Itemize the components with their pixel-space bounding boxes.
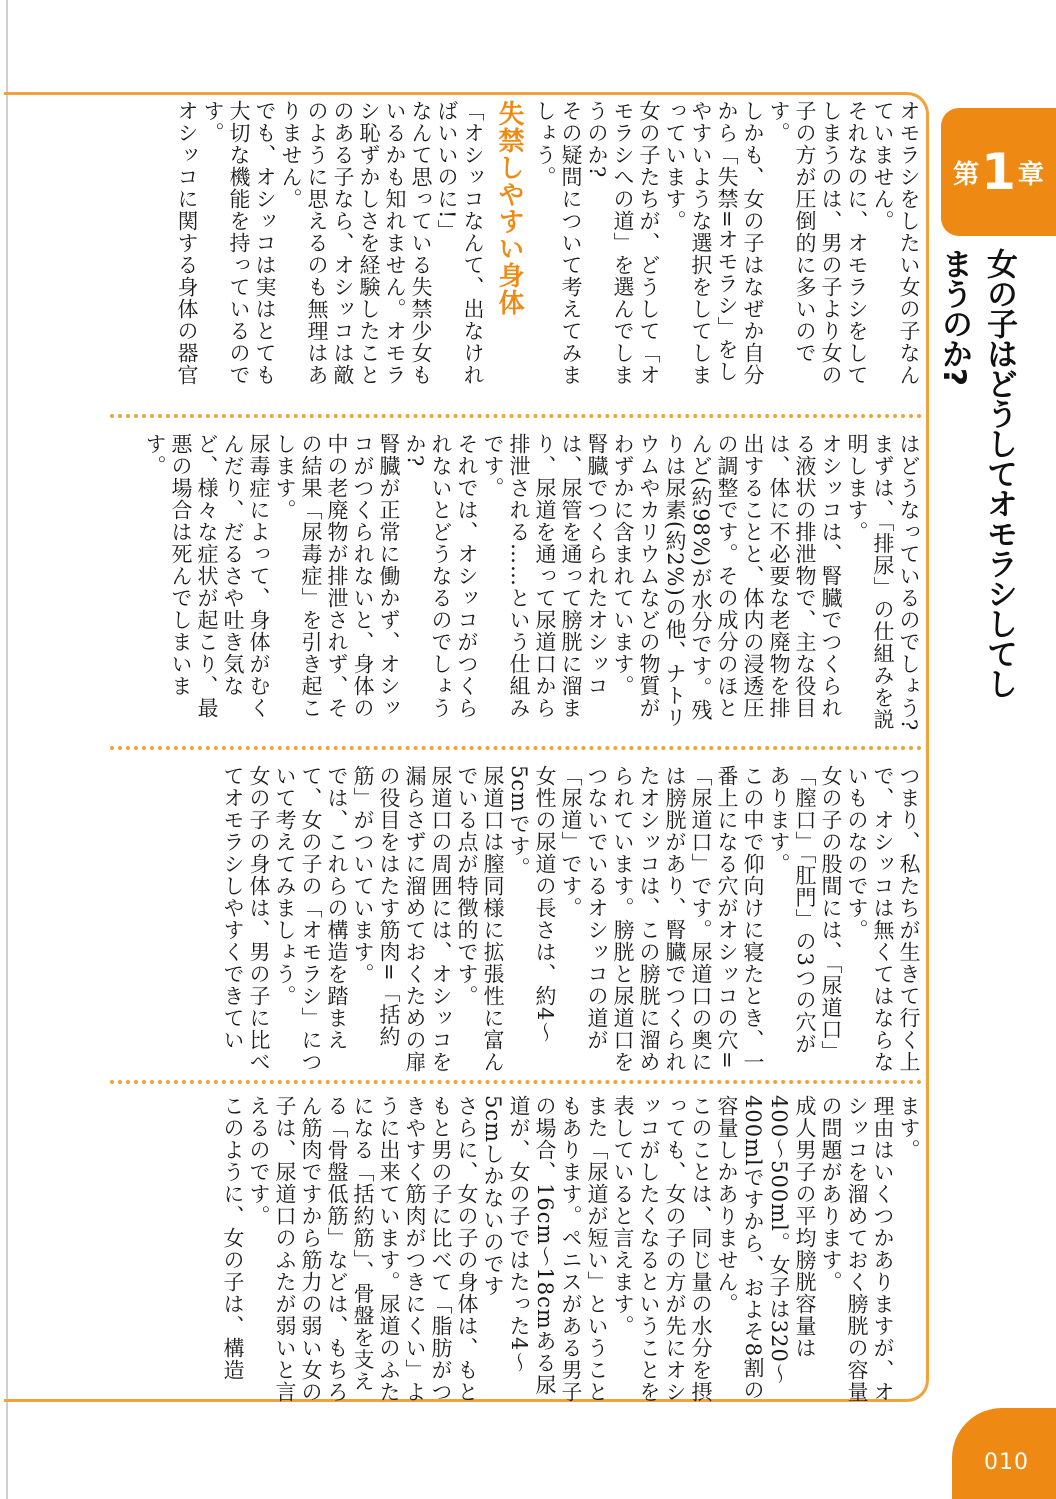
- paragraph: 腎臓でつくられたオシッコは、尿管を通って膀胱に溜まり、尿道を通って尿道口から排泄される……という仕組みです。: [481, 433, 609, 719]
- paragraph: はどうなっているのでしょう?: [897, 433, 921, 732]
- paragraph: それなのに、オモラシをしてしまうのは、男の子より女の子の方が圧倒的に多いのです。: [767, 100, 869, 386]
- paragraph: なんて思っている失禁少女もいるかも知れません。オモラシ恥ずかしさを経験したことのある子なら、オシッコは敵のように思えるのも無理はありません。: [279, 100, 433, 386]
- paragraph: 理由はいくつかありますが、オシッコを溜めておく膀胱の容量の問題があります。: [819, 1095, 895, 1403]
- paragraph: それでは、オシッコがつくられないとどうなるのでしょうか?: [403, 433, 479, 719]
- paragraph: オシッコは、腎臓でつくられる液状の排泄物で、主な役目は、体に不必要な老廃物を排出することと、体内の浸透圧の調整です。その成分のほとんど(約98%)が水分です。残りは尿素(約2%)の他、ナトリウムやカリウムなどの物質がわずかに含まれています。: [611, 433, 843, 729]
- section-heading: 失禁しやすい身体: [494, 100, 524, 316]
- page-number: 010: [984, 1450, 1029, 1475]
- chapter-badge-prefix: 第: [953, 159, 980, 190]
- text-tier-2: [110, 433, 922, 739]
- paragraph: ます。: [897, 1095, 921, 1161]
- paragraph: 尿道口の周囲には、オシッコを漏らさずに溜めておくための扉の役目をはたす筋肉=「括約筋」がついています。: [351, 765, 453, 1073]
- paragraph: 女の子の股間には、「尿道口」「膣口」「肛門」の3つの穴があります。: [767, 765, 843, 1063]
- paragraph: でも、オシッコは実はとても大切な機能を持っているのです。: [201, 100, 277, 386]
- paragraph: このことは、同じ量の水分を摂っても、女の子の方が先にオシッコがしたくなるということを表していると言えます。: [611, 1095, 713, 1403]
- paragraph: 腎臓が正常に働かず、オシッコがつくられないと、身体の中の老廃物が排泄されず、その結果「尿毒症」を引き起こします。: [273, 433, 401, 719]
- chapter-badge: [941, 108, 1056, 236]
- dotted-divider: [110, 414, 922, 418]
- paragraph: 女の子の身体は、男の子に比べてオモラシしやすくできてい: [221, 765, 271, 1073]
- paragraph: 「オシッコなんて、出なければいいのに!」: [435, 100, 485, 386]
- paragraph: この中で仰向けに寝たとき、一番上になる穴がオシッコの穴=「尿道口」です。尿道口の奥には膀胱があり、腎臓でつくられたオシッコは、この膀胱に溜められています。膀胱と尿道口をつないでいるオシッコの道が「尿道」です。: [559, 765, 765, 1073]
- chapter-badge-number: 1: [981, 143, 1016, 201]
- dotted-divider: [110, 1080, 922, 1084]
- paragraph: オモラシをしたい女の子なんていません。: [871, 100, 921, 386]
- paragraph: その疑問について考えてみましょう。: [533, 100, 583, 386]
- paragraph: 尿毒症によって、身体がむくんだり、だるさや吐き気など、様々な症状が起こり、最悪の場合は死んでしまいます。: [143, 433, 271, 719]
- paragraph: しかも、女の子はなぜか自分から「失禁=オモラシ」をしやすいような選択をしてしまっています。: [663, 100, 765, 386]
- paragraph: つまり、私たちが生きて行く上で、オシッコは無くてはならないものなのです。: [845, 765, 921, 1073]
- paragraph: 尿道口は膣同様に拡張性に富んでいる点が特徴的です。: [455, 765, 505, 1073]
- text-tier-3: [110, 765, 922, 1075]
- chapter-title: 女の子はどうしてオモラシしてしまうのか?: [936, 248, 1017, 698]
- paragraph: まずは、「排尿」の仕組みを説明します。: [845, 433, 895, 731]
- paragraph: 成人男子の平均膀胱容量は400〜500ml。女子は320〜400mlですから、およそ8割の容量しかありません。: [715, 1095, 817, 1402]
- dotted-divider: [110, 746, 922, 750]
- paragraph: さらに、女の子の身体は、もともと男の子に比べて「脂肪がつきやすく筋肉がつきにくい」ように出来ています。尿道のふたになる「括約筋」、骨盤を支える「骨盤低筋」などは、もちろん筋肉ですから筋力の弱い女の子は、尿道口のふたが弱いと言えるのです。: [247, 1095, 479, 1403]
- paragraph: また「尿道が短い」ということもあります。ペニスがある男子の場合、16cm〜18cmある尿道が、女の子ではたった4〜5cmしかないのです: [481, 1095, 609, 1403]
- paragraph: 女の子たちが、どうして「オモラシへの道」を選んでしまうのか?: [585, 100, 661, 386]
- paragraph: このように、女の子は、構造: [221, 1095, 245, 1381]
- chapter-badge-suffix: 章: [1017, 159, 1044, 190]
- paragraph: では、これらの構造を踏まえて、女の子の「オモラシ」について考えてみましょう。: [273, 765, 349, 1073]
- paragraph: 女性の尿道の長さは、約4〜5cmです。: [507, 765, 557, 1044]
- text-tier-4: [110, 1095, 922, 1403]
- paragraph: オシッコに関する身体の器官: [175, 100, 199, 386]
- text-tier-1: [110, 100, 922, 400]
